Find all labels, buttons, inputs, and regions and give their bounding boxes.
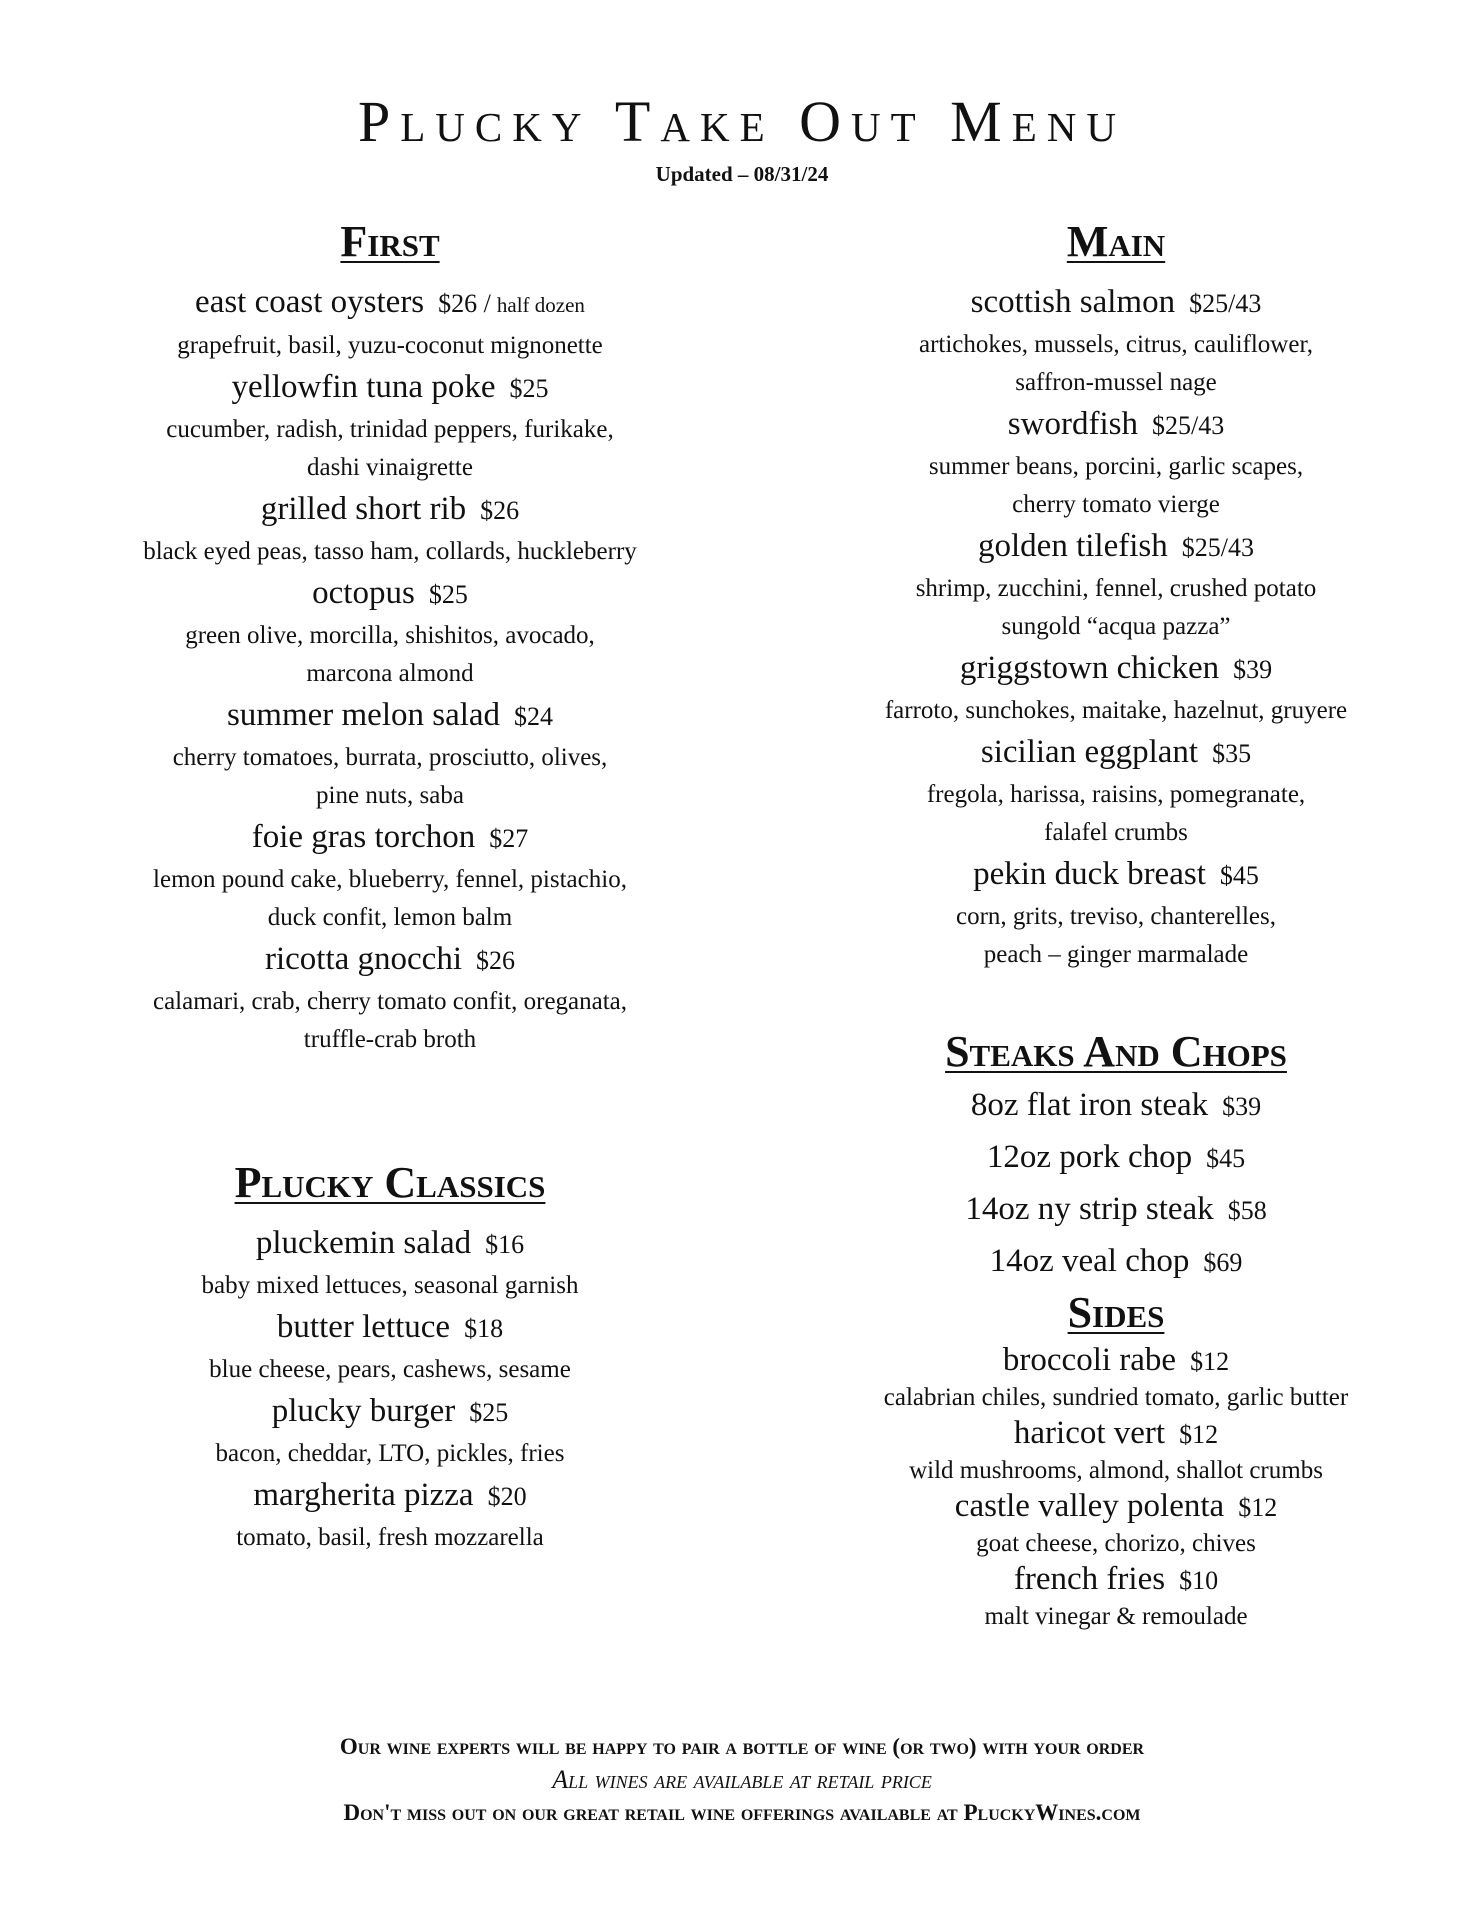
item-name-line [776, 280, 1456, 326]
item-name: swordfish [1007, 406, 1138, 442]
item-description: falafel crumbs [1044, 819, 1188, 846]
menu-item [70, 1221, 710, 1305]
item-price: $25/43 [1189, 289, 1262, 318]
item-price: $25 [469, 1398, 509, 1427]
footer-retail-offerings: Don't miss out on our great retail wine offerings available at PluckyWines.com [343, 1800, 1141, 1825]
footer-wine-pairing: Our wine experts will be happy to pair a bottle of wine (or two) with your order [339, 1734, 1145, 1759]
item-name: 14oz ny strip steak [965, 1191, 1214, 1227]
item-price: $26 [480, 496, 520, 525]
item-price: $58 [1227, 1196, 1267, 1225]
item-name-line [70, 280, 710, 327]
item-description: sungold “acqua pazza” [1001, 613, 1231, 640]
item-name-line [776, 1184, 1456, 1236]
item-name: 8oz flat iron steak [970, 1087, 1209, 1123]
item-name: griggstown chicken [959, 650, 1220, 686]
item-name-line [776, 524, 1456, 570]
item-name-line [70, 571, 710, 617]
menu-item [70, 571, 710, 693]
item-name-line [70, 1389, 710, 1435]
item-name: plucky burger [271, 1393, 456, 1429]
menu-item [70, 937, 710, 1059]
menu-item [776, 852, 1456, 974]
item-description: malt vinegar & remoulade [984, 1603, 1248, 1630]
menu-item [70, 365, 710, 487]
footer [0, 1730, 1484, 1829]
section-title: Plucky Classics [234, 1158, 546, 1207]
item-description: duck confit, lemon balm [267, 904, 513, 931]
menu-item [776, 402, 1456, 524]
item-price: $12 [1190, 1347, 1230, 1376]
item-price: $35 [1212, 739, 1252, 768]
section-title: Sides [1067, 1288, 1165, 1337]
item-price: $12 [1179, 1420, 1219, 1449]
item-description: tomato, basil, fresh mozzarella [236, 1524, 544, 1551]
item-description: marcona almond [306, 660, 474, 687]
section-plucky-classics [70, 1155, 710, 1557]
item-description: calabrian chiles, sundried tomato, garlic butter [883, 1384, 1349, 1411]
item-description: shrimp, zucchini, fennel, crushed potato [915, 575, 1317, 602]
item-description: calamari, crab, cherry tomato confit, oreganata, [152, 988, 628, 1015]
item-name: french fries [1013, 1561, 1166, 1597]
item-price: $10 [1179, 1566, 1219, 1595]
item-description: green olive, morcilla, shishitos, avocado, [185, 622, 595, 649]
item-name: castle valley polenta [954, 1488, 1225, 1524]
item-name-line [70, 487, 710, 533]
item-name: grilled short rib [260, 491, 467, 527]
item-name: summer melon salad [226, 697, 501, 733]
item-description: farroto, sunchokes, maitake, hazelnut, gruyere [884, 697, 1348, 724]
item-description: goat cheese, chorizo, chives [976, 1530, 1256, 1557]
item-description: dashi vinaigrette [307, 454, 473, 481]
item-price: $12 [1238, 1493, 1278, 1522]
item-description: grapefruit, basil, yuzu-coconut mignonette [177, 332, 603, 359]
item-name-line [70, 365, 710, 411]
item-name-line [776, 646, 1456, 692]
item-description: lemon pound cake, blueberry, fennel, pistachio, [153, 866, 627, 893]
item-price: $45 [1219, 861, 1259, 890]
item-description: cucumber, radish, trinidad peppers, furikake, [166, 416, 614, 443]
item-price: $45 [1206, 1144, 1246, 1173]
item-name-line [776, 1236, 1456, 1288]
menu-item [776, 730, 1456, 852]
item-name: yellowfin tuna poke [231, 369, 496, 405]
menu-item [776, 1080, 1456, 1132]
item-price: $39 [1233, 655, 1273, 684]
item-name-line [70, 1473, 710, 1519]
updated-date: Updated – 08/31/24 [655, 162, 829, 186]
item-name-line [776, 402, 1456, 448]
item-name: 12oz pork chop [986, 1139, 1193, 1175]
item-name: haricot vert [1013, 1415, 1166, 1451]
menu-item [70, 1389, 710, 1473]
item-name: 14oz veal chop [989, 1243, 1190, 1279]
item-price: $26 [476, 946, 515, 975]
item-price: $16 [485, 1230, 525, 1259]
section-main [776, 214, 1456, 974]
menu-item [70, 487, 710, 571]
item-name: sicilian eggplant [980, 734, 1199, 770]
item-price: $25/43 [1181, 533, 1254, 562]
item-name-line [776, 1487, 1456, 1527]
item-price: $20 [487, 1482, 527, 1511]
item-description: wild mushrooms, almond, shallot crumbs [909, 1457, 1323, 1484]
item-name-line [776, 852, 1456, 898]
item-description: pine nuts, saba [316, 782, 464, 809]
item-name: pekin duck breast [973, 856, 1206, 892]
section-first [70, 214, 710, 1059]
menu-item [776, 524, 1456, 646]
section-title: First [340, 217, 440, 266]
item-description: fregola, harissa, raisins, pomegranate, [926, 781, 1306, 808]
item-name: ricotta gnocchi [264, 941, 462, 977]
item-price: $25/43 [1151, 411, 1225, 440]
item-name: pluckemin salad [255, 1225, 472, 1261]
item-description: baby mixed lettuces, seasonal garnish [201, 1272, 579, 1299]
item-description: bacon, cheddar, LTO, pickles, fries [215, 1440, 565, 1467]
section-steaks-and-chops [776, 1024, 1456, 1288]
menu-item [776, 1132, 1456, 1184]
item-name: golden tilefish [978, 528, 1168, 564]
item-list [776, 1080, 1456, 1288]
item-description: corn, grits, treviso, chanterelles, [955, 903, 1277, 930]
menu-item [776, 1560, 1456, 1633]
menu-item [776, 1414, 1456, 1487]
footer-retail-price: All wines are available at retail price [552, 1765, 932, 1794]
menu-item [70, 1473, 710, 1557]
menu-item [776, 1487, 1456, 1560]
item-price: $27 [489, 824, 529, 853]
item-description: truffle-crab broth [303, 1026, 477, 1053]
item-name-line [776, 730, 1456, 776]
menu-item [776, 1236, 1456, 1288]
item-name: octopus [312, 575, 415, 611]
item-list [70, 1221, 710, 1557]
item-price: $25 [428, 580, 468, 609]
item-price: $69 [1203, 1248, 1243, 1277]
item-name: scottish salmon [970, 284, 1176, 320]
item-name-line [70, 815, 710, 861]
item-name: east coast oysters [195, 284, 425, 320]
item-name-line [776, 1341, 1456, 1381]
item-description: cherry tomato vierge [1012, 491, 1220, 518]
section-sides [776, 1285, 1456, 1633]
section-title: Steaks And Chops [945, 1027, 1287, 1076]
item-name-line [776, 1414, 1456, 1454]
item-name: foie gras torchon [251, 819, 476, 855]
item-unit: half dozen [496, 293, 585, 317]
item-name: margherita pizza [253, 1477, 474, 1513]
item-description: peach – ginger marmalade [983, 941, 1249, 968]
item-name-line [776, 1132, 1456, 1184]
item-name-line [70, 1221, 710, 1267]
item-name-line [70, 693, 710, 739]
item-description: summer beans, porcini, garlic scapes, [928, 453, 1304, 480]
menu-item [70, 693, 710, 815]
menu-item [776, 1184, 1456, 1236]
page-title: Plucky Take Out Menu [358, 89, 1126, 154]
item-name-line [776, 1560, 1456, 1600]
section-title: Main [1066, 217, 1166, 266]
item-price: $24 [514, 702, 554, 731]
item-description: blue cheese, pears, cashews, sesame [209, 1356, 571, 1383]
item-description: black eyed peas, tasso ham, collards, huckleberry [143, 538, 637, 565]
item-price: $39 [1222, 1092, 1262, 1121]
item-price: $25 [509, 374, 549, 403]
menu-item [776, 1341, 1456, 1414]
menu-item [70, 1305, 710, 1389]
item-description: cherry tomatoes, burrata, prosciutto, olives, [172, 744, 608, 771]
menu-item [776, 646, 1456, 730]
menu-item [70, 280, 710, 365]
item-list [776, 1341, 1456, 1633]
item-name: butter lettuce [276, 1309, 451, 1345]
item-name-line [70, 937, 710, 983]
item-list [70, 280, 710, 1059]
menu-item [776, 280, 1456, 402]
menu-item [70, 815, 710, 937]
item-description: artichokes, mussels, citrus, cauliflower, [918, 331, 1314, 358]
item-name-line [70, 1305, 710, 1351]
item-price: $18 [464, 1314, 504, 1343]
item-description: saffron-mussel nage [1015, 369, 1217, 396]
item-name: broccoli rabe [1002, 1342, 1177, 1378]
item-name-line [776, 1080, 1456, 1132]
item-list [776, 280, 1456, 974]
item-price: $26 / [438, 289, 491, 318]
